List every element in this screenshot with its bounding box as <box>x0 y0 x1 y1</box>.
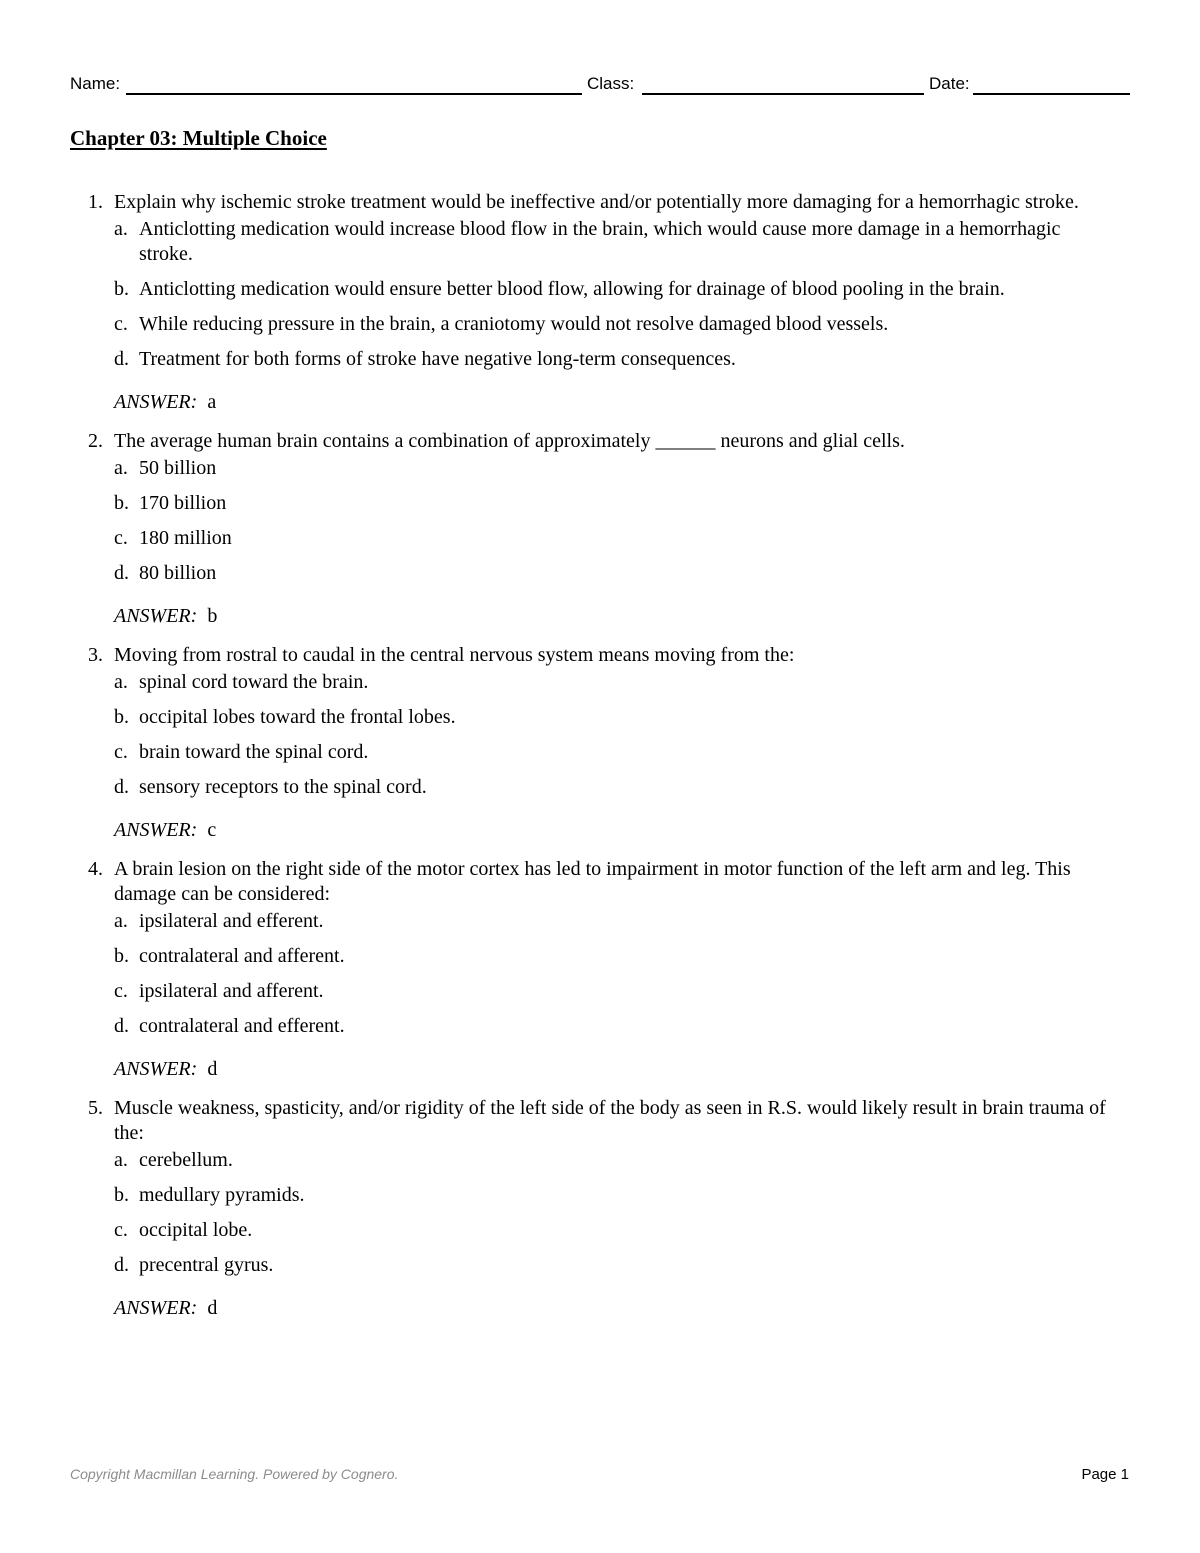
option-letter: c. <box>114 527 128 549</box>
answer-label: ANSWER: <box>114 1058 198 1080</box>
answer-label: ANSWER: <box>114 391 198 413</box>
option-text: 80 billion <box>139 562 217 584</box>
answer-line <box>114 390 1118 415</box>
question-text: A brain lesion on the right side of the motor cortex has led to impairment in motor function of the left arm and leg. This damage can be considered: <box>114 858 1071 905</box>
question-number: 3. <box>88 644 103 666</box>
option-letter: c. <box>114 1219 128 1241</box>
option-text: sensory receptors to the spinal cord. <box>139 776 427 798</box>
question-number: 1. <box>88 191 103 213</box>
answer-value: b <box>207 605 218 627</box>
question-number: 4. <box>88 858 103 880</box>
answer-line <box>114 818 1118 843</box>
question-item <box>88 429 1118 629</box>
answer-line <box>114 1057 1118 1082</box>
question-text: Muscle weakness, spasticity, and/or rigidity of the left side of the body as seen in R.S. would likely result in brain trauma of the: <box>114 1097 1106 1144</box>
answer-option <box>114 561 1118 586</box>
option-letter: d. <box>114 348 129 370</box>
answer-option <box>114 217 1118 267</box>
answer-line <box>114 1296 1118 1321</box>
option-letter: a. <box>114 1149 128 1171</box>
answer-value: a <box>207 391 217 413</box>
answer-option <box>114 456 1118 481</box>
option-text: ipsilateral and efferent. <box>139 910 324 932</box>
question-item <box>88 857 1118 1082</box>
answer-value: c <box>207 819 217 841</box>
answer-options <box>88 670 1118 800</box>
option-text: 170 billion <box>139 492 227 514</box>
option-text: ipsilateral and afferent. <box>139 980 324 1002</box>
answer-option <box>114 277 1118 302</box>
option-text: cerebellum. <box>139 1149 233 1171</box>
answer-option <box>114 526 1118 551</box>
option-letter: d. <box>114 1254 129 1276</box>
option-letter: b. <box>114 945 129 967</box>
option-text: Anticlotting medication would increase blood flow in the brain, which would cause more damage in a hemorrhagic stroke. <box>139 218 1061 265</box>
answer-option <box>114 944 1118 969</box>
answer-option <box>114 705 1118 730</box>
answer-line <box>114 604 1118 629</box>
answer-option <box>114 979 1118 1004</box>
answer-options <box>88 456 1118 586</box>
question-text: The average human brain contains a combination of approximately ______ neurons and glial cells. <box>114 430 905 452</box>
option-text: 180 million <box>139 527 232 549</box>
option-letter: d. <box>114 562 129 584</box>
option-text: Anticlotting medication would ensure better blood flow, allowing for drainage of blood pooling in the brain. <box>139 278 1005 300</box>
option-text: precentral gyrus. <box>139 1254 274 1276</box>
option-letter: c. <box>114 313 128 335</box>
option-letter: a. <box>114 218 128 240</box>
class-blank-line <box>642 93 924 95</box>
date-label: Date: <box>929 74 970 93</box>
option-text: contralateral and afferent. <box>139 945 345 967</box>
footer-page-number: Page 1 <box>1081 1466 1129 1483</box>
option-letter: c. <box>114 980 128 1002</box>
date-blank-line <box>973 93 1130 95</box>
option-text: While reducing pressure in the brain, a craniotomy would not resolve damaged blood vessels. <box>139 313 889 335</box>
name-label: Name: <box>70 74 121 93</box>
option-text: Treatment for both forms of stroke have negative long-term consequences. <box>139 348 736 370</box>
option-letter: b. <box>114 492 129 514</box>
answer-option <box>114 670 1118 695</box>
option-text: spinal cord toward the brain. <box>139 671 369 693</box>
option-letter: b. <box>114 1184 129 1206</box>
answer-option <box>114 1183 1118 1208</box>
answer-options <box>88 217 1118 372</box>
question-number: 5. <box>88 1097 103 1119</box>
student-info-header <box>70 72 1130 98</box>
name-blank-line <box>126 93 582 95</box>
option-letter: b. <box>114 278 129 300</box>
option-letter: a. <box>114 457 128 479</box>
option-text: brain toward the spinal cord. <box>139 741 369 763</box>
option-text: 50 billion <box>139 457 217 479</box>
option-letter: b. <box>114 706 129 728</box>
answer-option <box>114 1014 1118 1039</box>
answer-option <box>114 1253 1118 1278</box>
answer-label: ANSWER: <box>114 1297 198 1319</box>
answer-option <box>114 775 1118 800</box>
question-text: Moving from rostral to caudal in the central nervous system means moving from the: <box>114 644 795 666</box>
answer-label: ANSWER: <box>114 819 198 841</box>
option-text: occipital lobes toward the frontal lobes. <box>139 706 456 728</box>
answer-value: d <box>207 1058 218 1080</box>
option-letter: a. <box>114 671 128 693</box>
question-item <box>88 643 1118 843</box>
answer-option <box>114 740 1118 765</box>
answer-options <box>88 1148 1118 1278</box>
option-letter: a. <box>114 910 128 932</box>
answer-option <box>114 491 1118 516</box>
class-label: Class: <box>587 74 635 93</box>
option-letter: c. <box>114 741 128 763</box>
option-letter: d. <box>114 1015 129 1037</box>
answer-options <box>88 909 1118 1039</box>
answer-option <box>114 1218 1118 1243</box>
option-text: occipital lobe. <box>139 1219 253 1241</box>
answer-option <box>114 312 1118 337</box>
answer-option <box>114 909 1118 934</box>
question-number: 2. <box>88 430 103 452</box>
answer-label: ANSWER: <box>114 605 198 627</box>
footer-copyright: Copyright Macmillan Learning. Powered by Cognero. <box>70 1466 399 1482</box>
answer-option <box>114 347 1118 372</box>
option-text: medullary pyramids. <box>139 1184 305 1206</box>
question-list <box>88 190 1118 1335</box>
answer-option <box>114 1148 1118 1173</box>
question-item <box>88 1096 1118 1321</box>
answer-value: d <box>207 1297 218 1319</box>
question-item <box>88 190 1118 415</box>
option-letter: d. <box>114 776 129 798</box>
question-text: Explain why ischemic stroke treatment would be ineffective and/or potentially more damaging for a hemorrhagic stroke. <box>114 191 1079 213</box>
option-text: contralateral and efferent. <box>139 1015 345 1037</box>
chapter-title: Chapter 03: Multiple Choice <box>70 126 327 150</box>
